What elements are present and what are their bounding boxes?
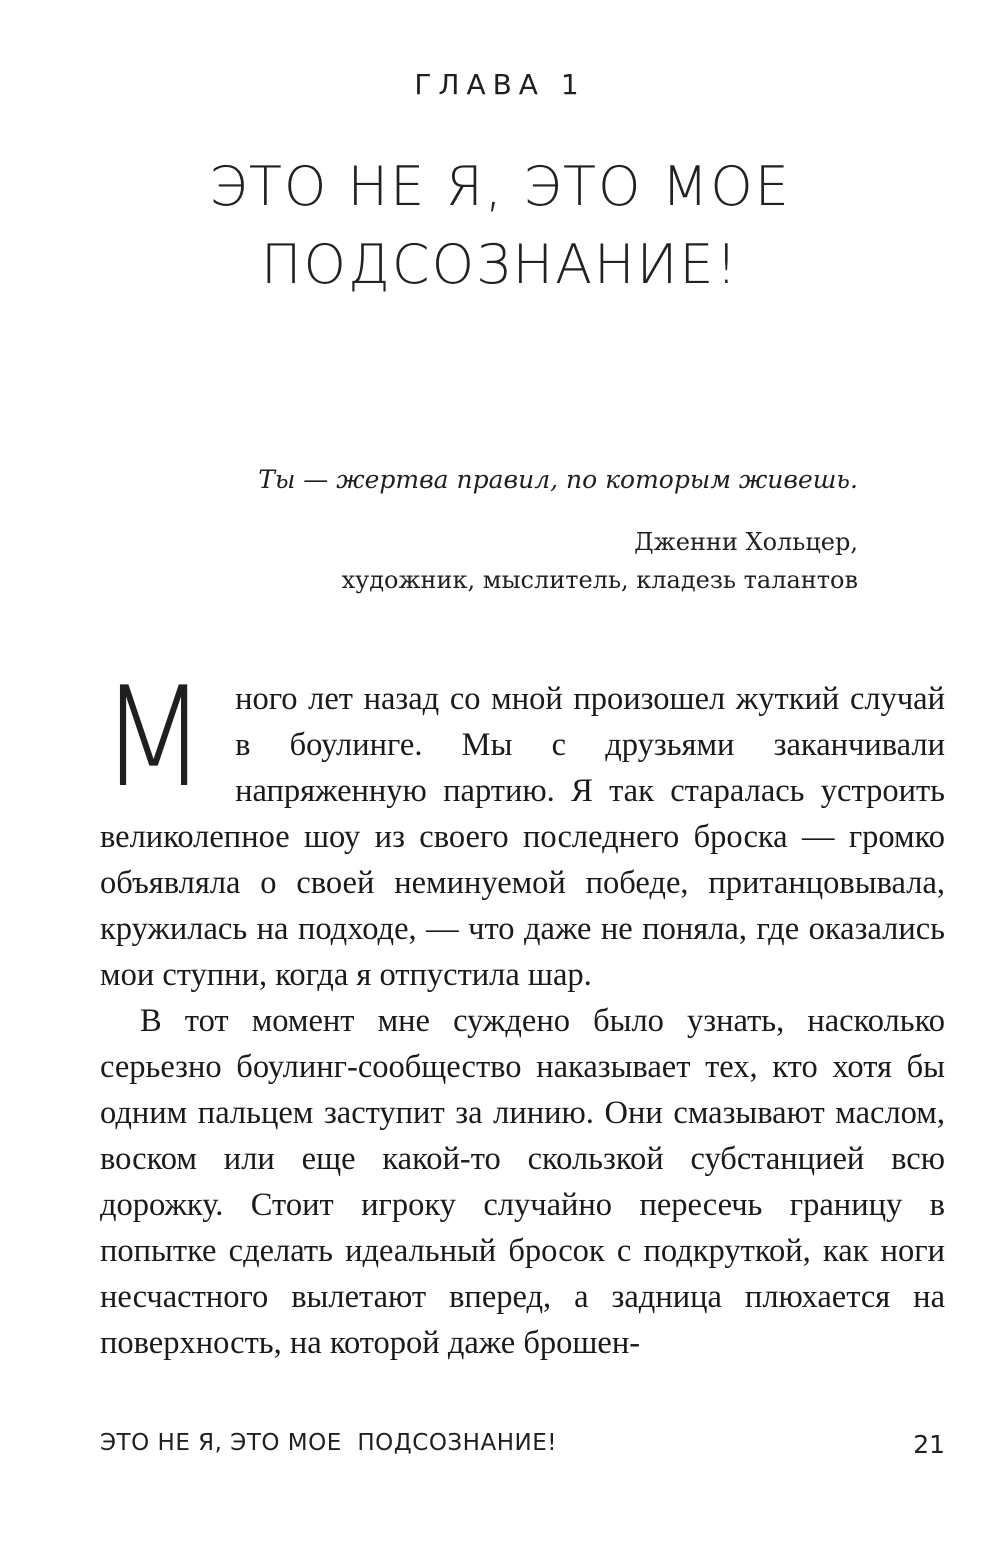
paragraph-1: [100, 657, 945, 998]
epigraph-quote: Ты — жертва правил, по которым живешь.: [258, 465, 858, 494]
page-number: 21: [913, 1430, 945, 1459]
chapter-title: [0, 148, 1000, 304]
epigraph-author-role: художник, мыслитель, кладезь талантов: [341, 566, 858, 594]
paragraph-2: В тот момент мне суждено было узнать, насколько серьезно боулинг-сообщество наказывает тех, кто хотя бы одним пальцем заступит за линию. Они смазывают маслом, воском или еще какой-то скользкой субстанцией всю дорожку. Стоит игроку случайно пересечь границу в попытке сделать идеальный бросок с подкруткой, как ноги несчастного вылетают вперед, а задница плюхается на поверхность, на которой даже брошен-: [100, 1003, 945, 1361]
chapter-title-line-1: ЭТО НЕ Я, ЭТО МОЕ: [209, 155, 791, 218]
running-head: ЭТО НЕ Я, ЭТО МОЕ ПОДСОЗНАНИЕ!: [100, 1430, 557, 1456]
paragraph-1-text: ного лет назад со мной произошел жуткий случай в боулинге. Мы с друзьями заканчивали напряженную партию. Я так старалась устроить великолепное шоу из своего последнего броска — громко объявляла о своей неминуемой победе, пританцовывала, кружилась на подходе, — что даже не поняла, где оказались мои ступни, когда я отпустила шар.: [100, 681, 945, 993]
chapter-title-line-2: ПОДСОЗНАНИЕ!: [260, 233, 740, 296]
chapter-label: ГЛАВА 1: [414, 68, 586, 101]
body-text: [100, 657, 945, 1366]
epigraph: [100, 463, 858, 599]
drop-cap: М: [100, 657, 208, 818]
page-footer: [100, 1430, 945, 1464]
epigraph-author: Дженни Хольцер,: [634, 528, 858, 556]
